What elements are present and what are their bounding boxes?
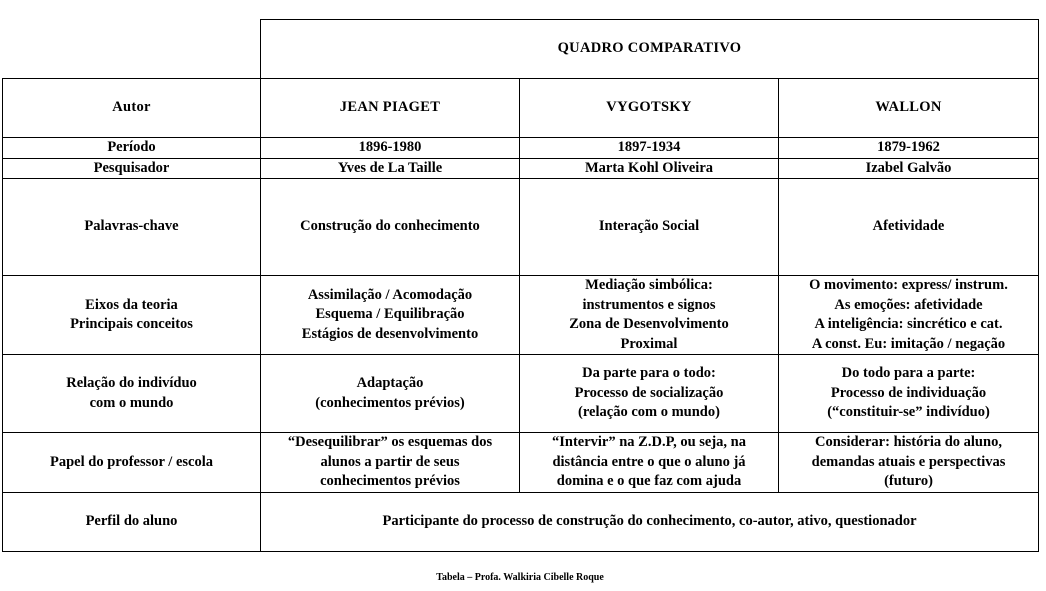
cell-wallon <box>779 355 1039 433</box>
cell-piaget <box>261 433 520 493</box>
cell-line: distância entre o que o aluno já <box>552 453 746 470</box>
author-row <box>3 79 1039 138</box>
row-label <box>3 138 261 159</box>
cell-line: Adaptação <box>356 375 424 391</box>
label-line: Papel do professor / escola <box>50 453 213 470</box>
cell-line: Considerar: história do aluno, <box>815 434 1002 451</box>
cell-line: A inteligência: sincrético e cat. <box>814 316 1003 332</box>
author-wallon: WALLON <box>779 79 1039 138</box>
table-row-papel <box>3 433 1039 493</box>
cell-vygotsky <box>520 179 779 276</box>
cell-line: 1879-1962 <box>877 139 940 155</box>
cell-line: A const. Eu: imitação / negação <box>811 335 1006 352</box>
cell-line: Do todo para a parte: <box>841 365 976 382</box>
cell-wallon <box>779 179 1039 276</box>
cell-line: (relação com o mundo) <box>578 404 720 421</box>
cell-line: (conhecimentos prévios) <box>315 394 465 411</box>
corner-cell <box>3 20 261 79</box>
row-label <box>3 433 261 493</box>
row-label <box>3 158 261 179</box>
cell-vygotsky <box>520 355 779 433</box>
cell-line: conhecimentos prévios <box>320 473 460 490</box>
author-piaget: JEAN PIAGET <box>261 79 520 138</box>
author-vygotsky: VYGOTSKY <box>520 79 779 138</box>
cell-line: Proximal <box>620 335 678 352</box>
row-label <box>3 276 261 355</box>
cell-line: Da parte para o todo: <box>582 365 716 382</box>
cell-line: (futuro) <box>884 473 933 490</box>
cell-line: Yves de La Taille <box>337 159 443 176</box>
cell-line: Marta Kohl Oliveira <box>584 159 714 176</box>
cell-line: demandas atuais e perspectivas <box>811 453 1006 470</box>
cell-line: Zona de Desenvolvimento <box>569 316 729 332</box>
label-line: com o mundo <box>89 394 174 411</box>
label-line: Relação do indivíduo <box>66 375 197 391</box>
label-line: Período <box>107 139 156 155</box>
cell-line: Construção do conhecimento <box>300 218 480 235</box>
cell-line: (“constituir-se” indivíduo) <box>827 404 990 421</box>
cell-line: Estágios de desenvolvimento <box>301 325 479 342</box>
label-line: Principais conceitos <box>70 316 193 332</box>
cell-piaget <box>261 158 520 179</box>
cell-line: alunos a partir de seus <box>320 453 460 470</box>
table-title: QUADRO COMPARATIVO <box>261 20 1039 79</box>
table-row-pesquisador <box>3 158 1039 179</box>
author-header: Autor <box>3 79 261 138</box>
cell-line: Processo de socialização <box>574 384 724 401</box>
label-line: Eixos da teoria <box>85 296 178 313</box>
title-row <box>3 20 1039 79</box>
cell-line: Processo de individuação <box>830 384 987 401</box>
cell-wallon <box>779 138 1039 159</box>
cell-line: Interação Social <box>598 218 700 235</box>
cell-wallon <box>779 433 1039 493</box>
cell-line: instrumentos e signos <box>582 296 716 313</box>
cell-line: Izabel Galvão <box>865 159 952 176</box>
profile-value: Participante do processo de construção do conhecimento, co-autor, ativo, questionador <box>261 493 1039 552</box>
table-row-palavras-chave <box>3 179 1039 276</box>
cell-line: Afetividade <box>872 218 945 235</box>
cell-line: O movimento: express/ instrum. <box>809 277 1008 293</box>
row-label <box>3 355 261 433</box>
table-row-perfil <box>3 493 1039 552</box>
comparison-table <box>2 19 1039 552</box>
table-caption: Tabela – Profa. Walkiria Cibelle Roque <box>436 572 604 583</box>
cell-line: Esquema / Equilibração <box>315 306 465 323</box>
cell-piaget <box>261 276 520 355</box>
cell-vygotsky <box>520 433 779 493</box>
cell-piaget <box>261 179 520 276</box>
label-line: Pesquisador <box>93 159 170 176</box>
cell-piaget <box>261 355 520 433</box>
table-row-relacao <box>3 355 1039 433</box>
table-row-eixos <box>3 276 1039 355</box>
cell-wallon <box>779 158 1039 179</box>
cell-vygotsky <box>520 276 779 355</box>
cell-line: As emoções: afetividade <box>834 296 983 313</box>
row-label: Perfil do aluno <box>3 493 261 552</box>
row-label <box>3 179 261 276</box>
label-line: Palavras-chave <box>84 218 179 235</box>
cell-line: domina e o que faz com ajuda <box>556 473 742 490</box>
cell-line: “Intervir” na Z.D.P, ou seja, na <box>551 434 746 451</box>
cell-line: 1897-1934 <box>617 139 681 155</box>
cell-piaget <box>261 138 520 159</box>
cell-line: Assimilação / Acomodação <box>307 286 473 303</box>
cell-line: Mediação simbólica: <box>585 277 713 293</box>
cell-line: “Desequilibrar” os esquemas dos <box>287 434 493 451</box>
cell-vygotsky <box>520 138 779 159</box>
cell-wallon <box>779 276 1039 355</box>
cell-vygotsky <box>520 158 779 179</box>
cell-line: 1896-1980 <box>358 139 422 155</box>
table-row-periodo <box>3 138 1039 159</box>
